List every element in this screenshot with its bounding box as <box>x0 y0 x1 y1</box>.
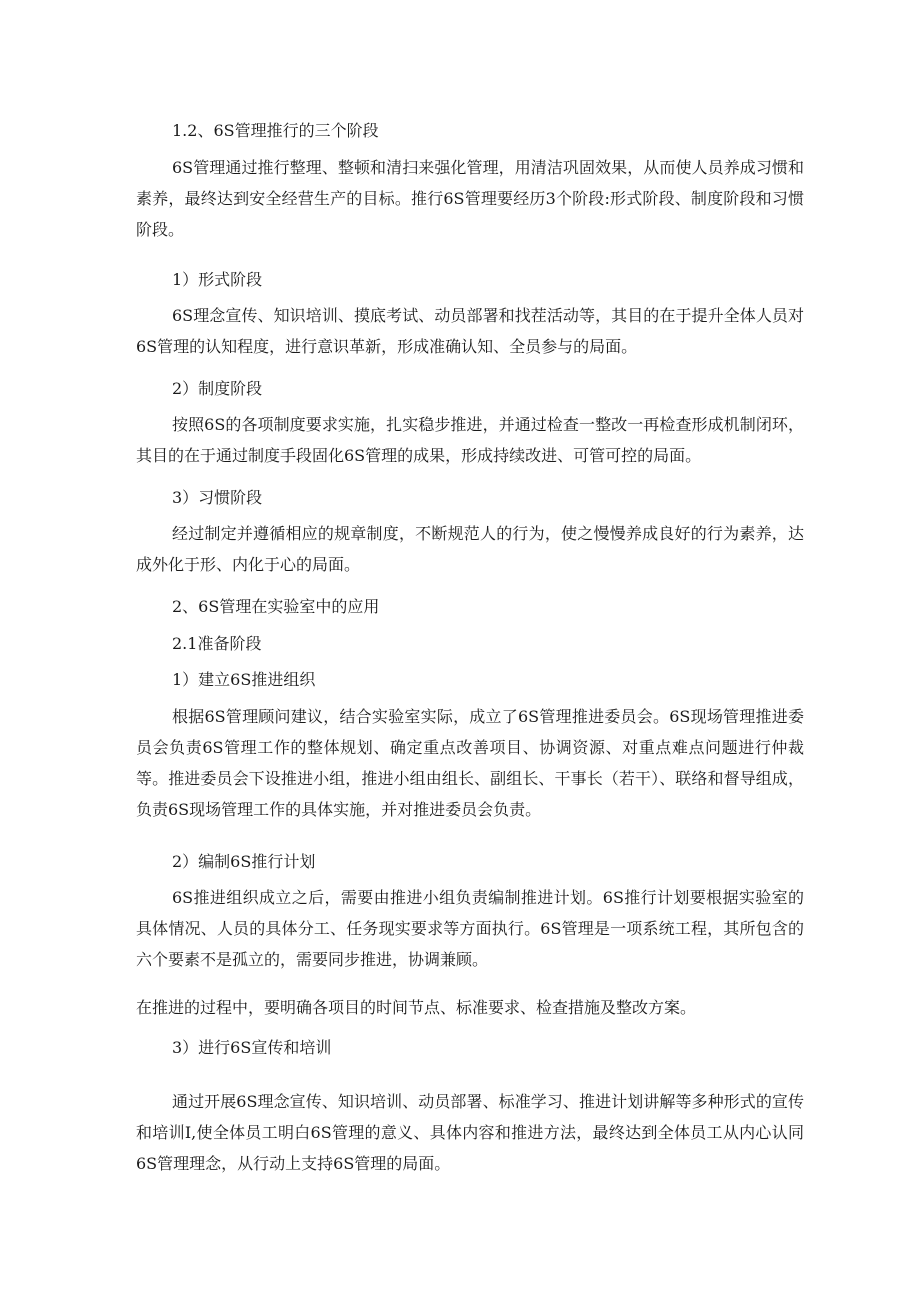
paragraph-compile-plan: 6S推进组织成立之后，需要由推进小组负责编制推进计划。6S推行计划要根据实验室的具体情况、人员的具体分工、任务现实要求等方面执行。6S管理是一项系统工程，其所包含的六个要素不是孤立的，需要同步推进，协调兼顾。 <box>136 888 804 969</box>
paragraph-publicity-training: 通过开展6S理念宣传、知识培训、动员部署、标准学习、推进计划讲解等多种形式的宣传和培训I,使全体员工明白6S管理的意义、具体内容和推进方法，最终达到全体员工从内心认同6S管理理念，从行动上支持6S管理的局面。 <box>136 1092 804 1173</box>
paragraph-habit-stage: 经过制定并遵循相应的规章制度，不断规范人的行为，使之慢慢养成良好的行为素养，达成外化于形、内化于心的局面。 <box>136 524 804 574</box>
paragraph-build-organization: 根据6S管理顾问建议，结合实验室实际，成立了6S管理推进委员会。6S现场管理推进委员会负责6S管理工作的整体规划、确定重点改善项目、协调资源、对重点难点问题进行仲裁等。推进委员会下设推进小组，推进小组由组长、副组长、干事长（若干）、联络和督导组成，负责6S现场管理工作的具体实施，并对推进委员会负责。 <box>136 707 804 819</box>
subheading-system-stage: 2）制度阶段 <box>172 379 263 398</box>
section-heading-three-stages: 1.2、6S管理推行的三个阶段 <box>172 121 379 140</box>
subheading-form-stage: 1）形式阶段 <box>172 270 263 289</box>
subheading-build-organization: 1）建立6S推进组织 <box>172 670 316 689</box>
subheading-publicity-training: 3）进行6S宣传和培训 <box>172 1038 332 1057</box>
subheading-habit-stage: 3）习惯阶段 <box>172 488 263 507</box>
section-heading-lab-application: 2、6S管理在实验室中的应用 <box>172 597 380 616</box>
subheading-compile-plan: 2）编制6S推行计划 <box>172 852 316 871</box>
paragraph-stages-intro: 6S管理通过推行整理、整顿和清扫来强化管理，用清洁巩固效果，从而使人员养成习惯和素养，最终达到安全经营生产的目标。推行6S管理要经历3个阶段:形式阶段、制度阶段和习惯阶段。 <box>136 158 804 239</box>
subsection-heading-preparation: 2.1准备阶段 <box>172 634 262 653</box>
paragraph-system-stage: 按照6S的各项制度要求实施，扎实稳步推进，并通过检查一整改一再检查形成机制闭环，其目的在于通过制度手段固化6S管理的成果，形成持续改进、可管可控的局面。 <box>136 415 804 465</box>
paragraph-plan-requirements: 在推进的过程中，要明确各项目的时间节点、标准要求、检查措施及整改方案。 <box>136 998 697 1017</box>
paragraph-form-stage: 6S理念宣传、知识培训、摸底考试、动员部署和找茬活动等，其目的在于提升全体人员对6S管理的认知程度，进行意识革新，形成准确认知、全员参与的局面。 <box>136 306 804 356</box>
